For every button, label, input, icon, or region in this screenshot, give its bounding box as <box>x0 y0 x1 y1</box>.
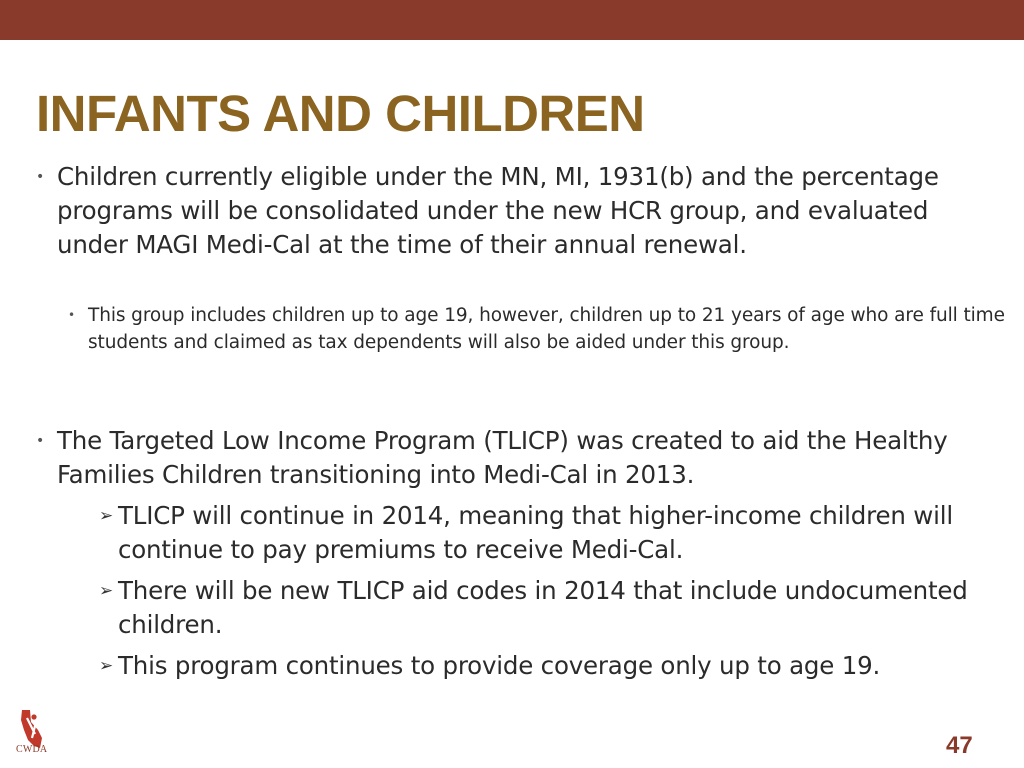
bullet-2 <box>36 424 977 492</box>
bullet-dot: • <box>36 433 45 449</box>
arrow-bullet-icon: ➢ <box>99 581 114 601</box>
arrow-item-2 <box>99 574 998 642</box>
cwda-logo-text: CWDA <box>16 744 48 755</box>
top-accent-bar <box>0 0 1024 40</box>
arrow-item-1 <box>99 499 998 567</box>
bullet-dot: • <box>36 169 45 185</box>
arrow-item-3 <box>99 649 998 683</box>
arrow-bullet-icon: ➢ <box>99 506 114 526</box>
arrow-item-3-text: This program continues to provide coverage only up to age 19. <box>118 651 881 680</box>
arrow-item-1-text: TLICP will continue in 2014, meaning that higher-income children will continue to pay premiums to receive Medi-Cal. <box>118 501 953 564</box>
arrow-bullet-icon: ➢ <box>99 656 114 676</box>
slide-title: INFANTS AND CHILDREN <box>36 85 645 142</box>
arrow-item-2-text: There will be new TLICP aid codes in 2014 that include undocumented children. <box>118 576 968 639</box>
bullet-2-text: The Targeted Low Income Program (TLICP) was created to aid the Healthy Families Children transitioning into Medi-Cal in 2013. <box>57 426 948 489</box>
sub-bullet-dot: • <box>68 308 75 322</box>
bullet-1-text: Children currently eligible under the MN, MI, 1931(b) and the percentage programs will be consolidated under the new HCR group, and evaluated under MAGI Medi-Cal at the time of their annual renewal. <box>57 162 939 259</box>
sub-bullet-1-text: This group includes children up to age 19, however, children up to 21 years of age who are full time students and claimed as tax dependents will also be aided under this group. <box>88 305 1005 353</box>
page-number: 47 <box>946 732 973 759</box>
sub-bullet-1 <box>36 302 1024 356</box>
bullet-1 <box>36 160 977 262</box>
